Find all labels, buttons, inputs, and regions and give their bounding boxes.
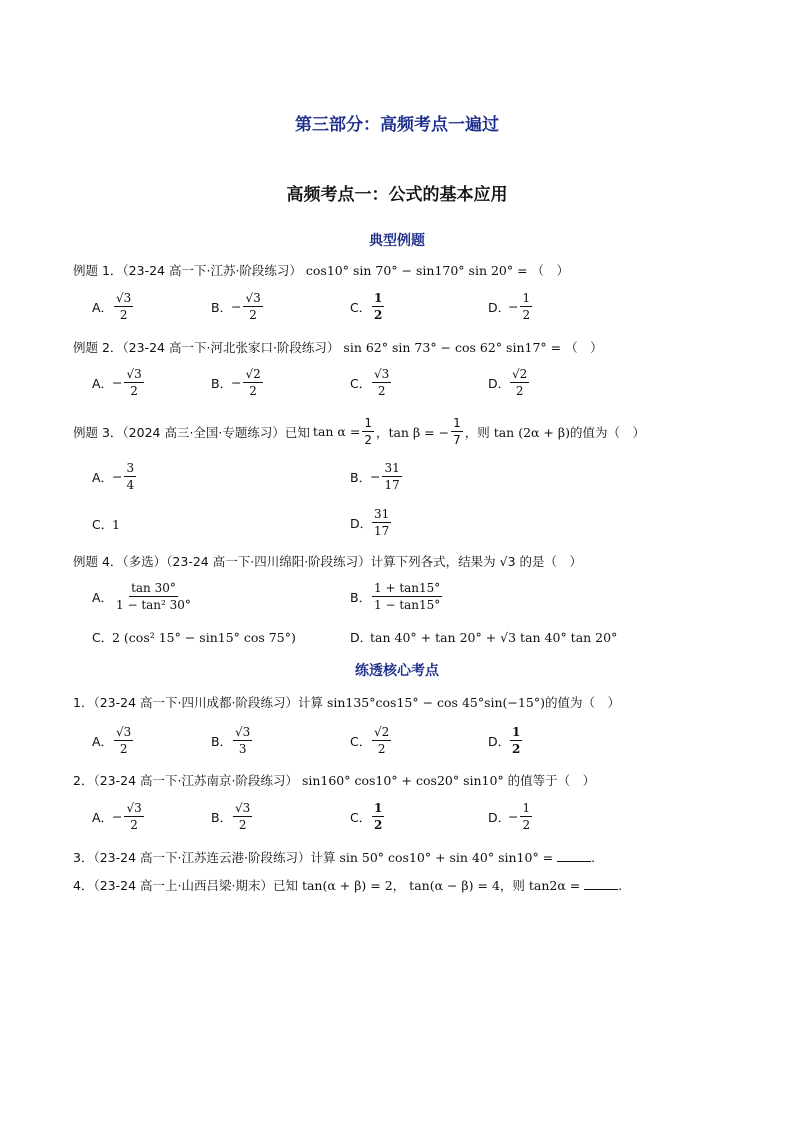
example-4-option-a[interactable]: A． $\frac{\tan 30^\circ}{\text{1 − tan² 30°}}$ (92, 581, 191, 612)
example-1-option-a[interactable]: A． $\frac{√3}{2}$ (92, 291, 132, 322)
example-1-option-d[interactable]: D． − $\frac{1}{2}$ (488, 291, 531, 322)
part-heading: 第三部分：高频考点一遍过 (295, 115, 499, 135)
practice-4-answer-blank[interactable] (584, 879, 618, 890)
example-4-option-d[interactable]: D． tan 40° + tan 20° + √3 tan 40° tan 20° (350, 629, 618, 645)
example-4-option-c[interactable]: C． 2 (cos² 15° − sin15° cos 75°) (92, 629, 296, 645)
example-2-option-b[interactable]: B． − $\frac{√2}{2}$ (211, 367, 261, 398)
example-2-option-c[interactable]: C． $\frac{√3}{2}$ (350, 367, 390, 398)
section-practice-title: 练透核心考点 (355, 663, 439, 679)
example-1-stem (73, 261, 569, 279)
example-2-option-a[interactable]: A． − $\frac{√3}{2}$ (92, 367, 142, 398)
practice-2-option-d[interactable]: D． − $\frac{1}{2}$ (488, 801, 531, 832)
practice-1-option-c[interactable]: C． $\frac{√2}{2}$ (350, 725, 390, 756)
practice-3-answer-blank[interactable] (557, 851, 591, 862)
practice-2-option-a[interactable]: A． − $\frac{√3}{2}$ (92, 801, 142, 832)
example-1-label: 例题 1．（23-24 高一下·江苏·阶段练习） (73, 263, 302, 278)
practice-1-option-d[interactable]: D． $\frac{1}{2}$ (488, 725, 521, 756)
example-2-stem (73, 338, 603, 356)
example-3-option-b[interactable]: B． − $\frac{31}{17}$ (350, 461, 400, 492)
example-3-option-a[interactable]: A． − $\frac{3}{4}$ (92, 461, 135, 492)
example-1-option-b[interactable]: B． − $\frac{√3}{2}$ (211, 291, 261, 322)
example-4-stem: 例题 4．（多选）（23-24 高一下·四川绵阳·阶段练习）计算下列各式，结果为 √3 的是（ ） (73, 554, 583, 569)
practice-1-option-a[interactable]: A． $\frac{√3}{2}$ (92, 725, 132, 756)
example-2-expr: sin 62° sin 73° − cos 62° sin17° = （ ） (343, 340, 603, 355)
practice-4-stem: 4．（23-24 高一上·山西吕梁·期末）已知 tan(α + β) = 2， tan(α − β) = 4，则 tan2α = . (73, 878, 623, 893)
practice-2-option-c[interactable]: C． $\frac{1}{2}$ (350, 801, 383, 832)
example-4-option-b[interactable]: B． $\frac{1 + \tan 15^\circ}{1 - \tan 15^\circ}$ (350, 581, 441, 612)
practice-1-option-b[interactable]: B． $\frac{√3}{3}$ (211, 725, 251, 756)
example-2-label: 例题 2．（23-24 高一下·河北张家口·阶段练习） (73, 340, 340, 355)
practice-2-stem: 2．（23-24 高一下·江苏南京·阶段练习） sin160° cos10° + cos20° sin10° 的值等于（ ） (73, 773, 596, 788)
example-1-option-c[interactable]: C． $\frac{1}{2}$ (350, 291, 383, 322)
example-3-stem: 例题 3．（2024 高三·全国·专题练习）已知 tan α = $\frac{1}{2}$ ，tan β = − $\frac{1}{7}$ ，则 tan (2α + β)的值为（ ） (73, 416, 645, 447)
section-examples-title: 典型例题 (369, 233, 425, 249)
example-1-expr: cos10° sin 70° − sin170° sin 20° = （ ） (305, 263, 570, 278)
practice-2-option-b[interactable]: B． $\frac{√3}{2}$ (211, 801, 251, 832)
example-3-option-d[interactable]: D． $\frac{31}{17}$ (350, 507, 390, 538)
practice-3-stem: 3．（23-24 高一下·江苏连云港·阶段练习）计算 sin 50° cos10° + sin 40° sin10° = . (73, 850, 596, 865)
example-3-option-c[interactable]: C． 1 (92, 516, 120, 532)
practice-1-stem: 1．（23-24 高一下·四川成都·阶段练习）计算 sin135°cos15° − cos 45°sin(−15°)的值为（ ） (73, 695, 620, 710)
topic-heading: 高频考点一：公式的基本应用 (286, 185, 508, 205)
example-2-option-d[interactable]: D． $\frac{√2}{2}$ (488, 367, 528, 398)
